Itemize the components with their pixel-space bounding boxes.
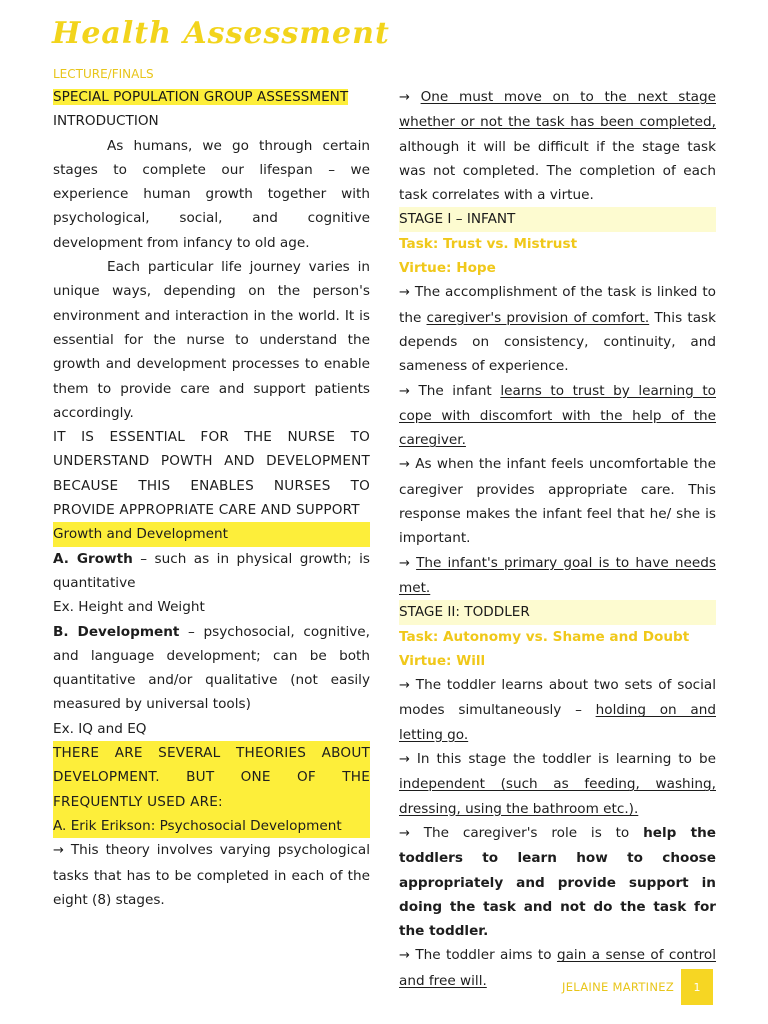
- development-text: – psychosocial, cognitive, and language development; can be both quantitative and/or qualitative (not easily measured by universal tools): [53, 623, 370, 713]
- s2-b3-pre: The caregiver's role is to: [423, 824, 644, 841]
- right-column: [399, 85, 716, 993]
- s1-b4-underlined: The infant's primary goal is to have needs met.: [399, 554, 716, 596]
- intro-paragraph-1: As humans, we go through certain stages to complete our lifespan – we experience human growth together with psychological, social, and cognitive development from infancy to old age.: [53, 137, 370, 251]
- left-column: [53, 85, 370, 912]
- arrow-icon: →: [399, 555, 410, 571]
- document-title: Health Assessment: [52, 16, 390, 51]
- stage2-heading: STAGE II: TODDLER: [399, 600, 716, 624]
- development-example: Ex. IQ and EQ: [53, 720, 147, 737]
- stage1-bullet-1: [399, 280, 716, 378]
- growth-definition: [53, 547, 370, 596]
- stage1-task: Task: Trust vs. Mistrust: [399, 235, 578, 252]
- s2-b1-underlined: holding on and letting go.: [399, 702, 716, 743]
- stage1-bullet-4: [399, 551, 716, 601]
- arrow-icon: →: [399, 285, 410, 301]
- s1-b1-pre: The accomplishment of the task is linked to the: [399, 284, 716, 326]
- growth-example: Ex. Height and Weight: [53, 599, 205, 616]
- theories-paragraph: THERE ARE SEVERAL THEORIES ABOUT DEVELOPMENT. BUT ONE OF THE FREQUENTLY USED ARE:: [53, 741, 370, 814]
- growth-development-heading: Growth and Development: [53, 522, 370, 546]
- growth-text: – such as in physical growth; is quantitative: [53, 550, 370, 591]
- growth-label: A. Growth: [53, 550, 133, 567]
- s2-b2-underlined: independent (such as feeding, washing, dressing, using the bathroom etc.).: [399, 776, 716, 817]
- s1-b3-text: As when the infant feels uncomfortable the caregiver provides appropriate care. This response makes the infant feel that he/ she is important.: [399, 456, 716, 547]
- s1-b2-pre: The infant: [418, 382, 501, 399]
- development-label: B. Development: [53, 623, 180, 640]
- development-definition: [53, 620, 370, 717]
- stage2-bullet-1: [399, 673, 716, 747]
- s1-b2-underlined: learns to trust by learning to cope with discomfort with the help of the caregiver.: [399, 382, 716, 449]
- s1-b1-post: This task depends on consistency, continuity, and sameness of experience.: [399, 309, 716, 375]
- move-on-paragraph: [399, 85, 716, 207]
- s2-b4-underlined: gain a sense of control and free will.: [399, 947, 717, 989]
- caps-paragraph: IT IS ESSENTIAL FOR THE NURSE TO UNDERSTAND POWTH AND DEVELOPMENT BECAUSE THIS ENABLES NURSES TO PROVIDE APPROPRIATE CARE AND SUPPORT: [53, 429, 370, 519]
- arrow-icon: →: [399, 678, 410, 694]
- stage2-virtue: Virtue: Will: [399, 652, 486, 669]
- arrow-icon: →: [399, 752, 410, 768]
- erikson-description: [53, 838, 370, 912]
- arrow-icon: →: [399, 90, 410, 105]
- arrow-icon: →: [399, 825, 410, 841]
- arrow-icon: →: [399, 383, 410, 399]
- move-on-underlined: One must move on to the next stage whether or not the task has been completed,: [399, 89, 716, 131]
- move-on-rest: although it will be difficult if the stage task was not completed. The completion of each task correlates with a virtue.: [399, 138, 716, 204]
- s2-b4-pre: The toddler aims to: [415, 947, 557, 964]
- stage1-heading: STAGE I – INFANT: [399, 207, 716, 231]
- s2-b1-pre: The toddler learns about two sets of social modes simultaneously –: [399, 677, 716, 719]
- intro-paragraph-2: Each particular life journey varies in unique ways, depending on the person's environment and interaction in the world. It is essential for the nurse to understand the growth and development processes to enable them to provide care and support patients accordingly.: [53, 259, 370, 421]
- stage1-virtue: Virtue: Hope: [399, 260, 496, 277]
- arrow-icon: →: [399, 457, 410, 473]
- erikson-text: This theory involves varying psychological tasks that has to be completed in each of the eight (8) stages.: [53, 842, 370, 908]
- document-subtitle: LECTURE/FINALS: [53, 67, 154, 81]
- stage2-task: Task: Autonomy vs. Shame and Doubt: [399, 628, 690, 645]
- stage2-bullet-3: [399, 821, 716, 943]
- erikson-heading: A. Erik Erikson: Psychosocial Development: [53, 814, 370, 838]
- footer-author: JELAINE MARTINEZ: [562, 980, 675, 994]
- page-number: 1: [681, 969, 713, 1005]
- arrow-icon: →: [399, 948, 410, 964]
- stage1-bullet-2: [399, 379, 716, 453]
- arrow-icon: →: [53, 843, 64, 859]
- intro-heading: INTRODUCTION: [53, 113, 159, 130]
- s2-b2-pre: In this stage the toddler is learning to be: [416, 751, 716, 768]
- section-heading: SPECIAL POPULATION GROUP ASSESSMENT: [53, 89, 349, 105]
- s1-b1-underlined: caregiver's provision of comfort.: [426, 309, 650, 326]
- stage2-bullet-2: [399, 747, 716, 821]
- stage1-bullet-3: [399, 452, 716, 550]
- s2-b3-bold: help the toddlers to learn how to choose appropriately and provide support in doing the task and not do the task for the toddler.: [399, 824, 716, 940]
